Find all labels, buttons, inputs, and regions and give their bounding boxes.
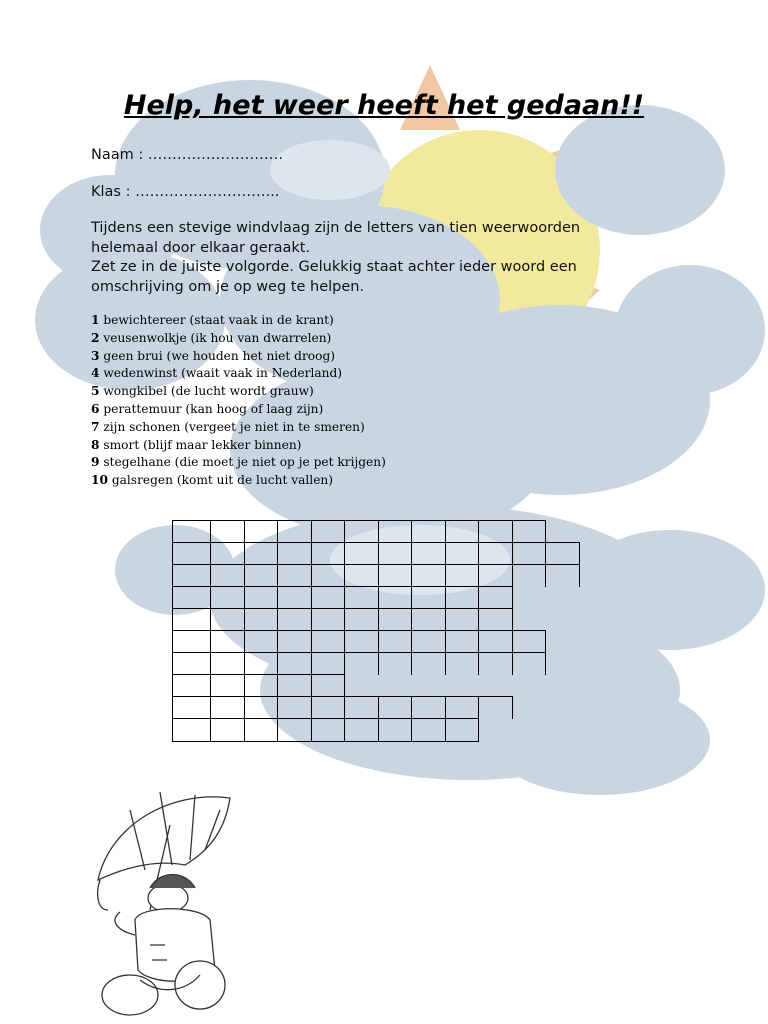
class-field[interactable]: Klas : ………………………... <box>91 184 280 200</box>
letter-cell[interactable] <box>379 719 413 741</box>
letter-cell[interactable] <box>312 587 346 609</box>
letter-cell[interactable] <box>245 543 279 565</box>
letter-cell[interactable] <box>245 697 279 719</box>
instructions-line: helemaal door elkaar geraakt. <box>91 239 311 256</box>
clue-number: 10 <box>91 473 108 488</box>
instructions-line: Tijdens een stevige windvlaag zijn de letters van tien weerwoorden <box>91 220 581 236</box>
letter-cell[interactable] <box>379 587 413 609</box>
letter-cell[interactable] <box>245 565 279 587</box>
letter-cell[interactable] <box>173 609 211 631</box>
letter-cell[interactable] <box>379 697 413 719</box>
letter-cell[interactable] <box>379 565 413 587</box>
letter-cell[interactable] <box>345 697 379 719</box>
clue-item <box>91 454 386 472</box>
letter-cell[interactable] <box>345 609 379 631</box>
letter-cell[interactable] <box>412 697 446 719</box>
letter-cell[interactable] <box>278 697 312 719</box>
grid-row <box>172 696 513 719</box>
grid-row <box>172 718 479 742</box>
instructions <box>91 219 651 297</box>
letter-cell[interactable] <box>345 565 379 587</box>
letter-cell[interactable] <box>278 609 312 631</box>
letter-cell[interactable] <box>312 697 346 719</box>
letter-cell[interactable] <box>479 653 513 675</box>
letter-cell[interactable] <box>345 587 379 609</box>
instructions-line: omschrijving om je op weg te helpen. <box>91 278 365 295</box>
letter-cell[interactable] <box>245 675 279 697</box>
letter-cell[interactable] <box>312 653 346 675</box>
letter-cell[interactable] <box>173 631 211 653</box>
instructions-line: Zet ze in de juiste volgorde. Gelukkig staat achter ieder woord een <box>91 259 577 275</box>
clue-text: smort (blijf maar lekker binnen) <box>103 437 302 452</box>
clue-text: stegelhane (die moet je niet op je pet krijgen) <box>103 455 386 470</box>
grid-row <box>172 542 580 565</box>
letter-cell[interactable] <box>379 543 413 565</box>
clue-item <box>91 348 386 366</box>
clue-item <box>91 383 386 401</box>
letter-cell[interactable] <box>278 653 312 675</box>
clue-item <box>91 365 386 383</box>
letter-cell[interactable] <box>173 697 211 719</box>
letter-cell[interactable] <box>312 565 346 587</box>
letter-cell[interactable] <box>245 609 279 631</box>
clue-number: 4 <box>91 366 100 381</box>
letter-cell[interactable] <box>278 521 312 543</box>
letter-cell[interactable] <box>379 631 413 653</box>
letter-cell[interactable] <box>173 565 211 587</box>
clue-item <box>91 401 386 419</box>
letter-cell[interactable] <box>446 521 480 543</box>
letter-cell[interactable] <box>412 543 446 565</box>
letter-cell[interactable] <box>446 587 480 609</box>
clue-text: galsregen (komt uit de lucht vallen) <box>111 473 334 488</box>
letter-cell[interactable] <box>312 521 346 543</box>
letter-cell[interactable] <box>211 697 245 719</box>
letter-cell[interactable] <box>211 565 245 587</box>
letter-cell[interactable] <box>412 719 446 741</box>
letter-cell[interactable] <box>245 631 279 653</box>
letter-cell[interactable] <box>412 653 446 675</box>
letter-cell[interactable] <box>173 653 211 675</box>
grid-row <box>172 608 513 631</box>
worksheet-title: Help, het weer heeft het gedaan!! <box>123 90 645 121</box>
letter-cell[interactable] <box>479 543 513 565</box>
letter-cell[interactable] <box>412 565 446 587</box>
grid-row <box>172 520 546 543</box>
clue-text: wedenwinst (waait vaak in Nederland) <box>103 366 343 381</box>
grid-row <box>172 564 580 587</box>
letter-cell[interactable] <box>211 609 245 631</box>
clue-item <box>91 437 386 455</box>
letter-cell[interactable] <box>479 609 513 631</box>
letter-cell[interactable] <box>211 719 245 741</box>
clue-number: 9 <box>91 455 100 470</box>
letter-cell[interactable] <box>379 521 413 543</box>
clue-list <box>91 312 386 490</box>
letter-cell[interactable] <box>446 653 480 675</box>
clue-text: wongkibel (de lucht wordt grauw) <box>103 384 314 399</box>
letter-cell[interactable] <box>245 521 279 543</box>
grid-row <box>172 652 546 675</box>
letter-cell[interactable] <box>278 675 312 697</box>
letter-cell[interactable] <box>345 719 379 741</box>
letter-cell[interactable] <box>412 609 446 631</box>
letter-cell[interactable] <box>173 675 211 697</box>
letter-cell[interactable] <box>278 719 312 741</box>
letter-cell[interactable] <box>446 565 480 587</box>
letter-cell[interactable] <box>446 609 480 631</box>
letter-cell[interactable] <box>173 719 211 741</box>
letter-cell[interactable] <box>513 631 547 653</box>
letter-cell[interactable] <box>173 587 211 609</box>
letter-cell[interactable] <box>446 697 480 719</box>
clue-number: 6 <box>91 401 100 416</box>
letter-cell[interactable] <box>345 543 379 565</box>
clue-number: 2 <box>91 330 100 345</box>
letter-cell[interactable] <box>312 631 346 653</box>
letter-cell[interactable] <box>513 653 547 675</box>
name-field[interactable]: Naam : ………………………. <box>91 147 283 163</box>
clue-item <box>91 419 386 437</box>
letter-cell[interactable] <box>479 521 513 543</box>
letter-cell[interactable] <box>479 631 513 653</box>
letter-cell[interactable] <box>211 543 245 565</box>
letter-cell[interactable] <box>345 521 379 543</box>
letter-cell[interactable] <box>312 609 346 631</box>
letter-cell[interactable] <box>546 543 580 565</box>
grid-row <box>172 674 345 697</box>
clue-text: perattemuur (kan hoog of laag zijn) <box>103 401 324 416</box>
letter-cell[interactable] <box>245 653 279 675</box>
letter-cell[interactable] <box>546 565 580 587</box>
letter-cell[interactable] <box>278 587 312 609</box>
letter-cell[interactable] <box>278 631 312 653</box>
letter-cell[interactable] <box>479 565 513 587</box>
letter-cell[interactable] <box>479 587 513 609</box>
letter-cell[interactable] <box>345 653 379 675</box>
clue-text: veusenwolkje (ik hou van dwarrelen) <box>103 330 332 345</box>
clue-number: 7 <box>91 419 100 434</box>
bear-with-umbrella-illustration <box>90 770 280 1024</box>
letter-cell[interactable] <box>513 565 547 587</box>
letter-cell[interactable] <box>312 719 346 741</box>
letter-cell[interactable] <box>245 587 279 609</box>
letter-cell[interactable] <box>278 543 312 565</box>
letter-cell[interactable] <box>379 609 413 631</box>
clue-item <box>91 312 386 330</box>
grid-row <box>172 586 513 609</box>
letter-cell[interactable] <box>211 653 245 675</box>
letter-cell[interactable] <box>278 565 312 587</box>
letter-cell[interactable] <box>446 543 480 565</box>
letter-cell[interactable] <box>412 521 446 543</box>
letter-cell[interactable] <box>479 697 513 719</box>
letter-cell[interactable] <box>446 631 480 653</box>
clue-text: bewichtereer (staat vaak in de krant) <box>103 313 334 327</box>
clue-number: 1 <box>91 313 100 327</box>
clue-text: geen brui (we houden het niet droog) <box>103 348 336 363</box>
letter-cell[interactable] <box>312 675 346 697</box>
letter-cell[interactable] <box>345 631 379 653</box>
letter-cell[interactable] <box>173 521 211 543</box>
letter-cell[interactable] <box>446 719 480 741</box>
grid-row <box>172 630 546 653</box>
letter-cell[interactable] <box>211 631 245 653</box>
letter-cell[interactable] <box>173 543 211 565</box>
letter-cell[interactable] <box>513 521 547 543</box>
clue-item <box>91 472 386 490</box>
letter-cell[interactable] <box>211 521 245 543</box>
letter-cell[interactable] <box>513 543 547 565</box>
letter-cell[interactable] <box>379 653 413 675</box>
clue-number: 5 <box>91 384 100 399</box>
letter-cell[interactable] <box>412 587 446 609</box>
letter-cell[interactable] <box>211 587 245 609</box>
letter-cell[interactable] <box>245 719 279 741</box>
bear-figure <box>102 875 225 1016</box>
letter-cell[interactable] <box>412 631 446 653</box>
clue-number: 3 <box>91 348 100 363</box>
clue-item <box>91 330 386 348</box>
letter-cell[interactable] <box>312 543 346 565</box>
letter-cell[interactable] <box>211 675 245 697</box>
clue-number: 8 <box>91 437 100 452</box>
clue-text: zijn schonen (vergeet je niet in te smeren) <box>103 419 365 434</box>
